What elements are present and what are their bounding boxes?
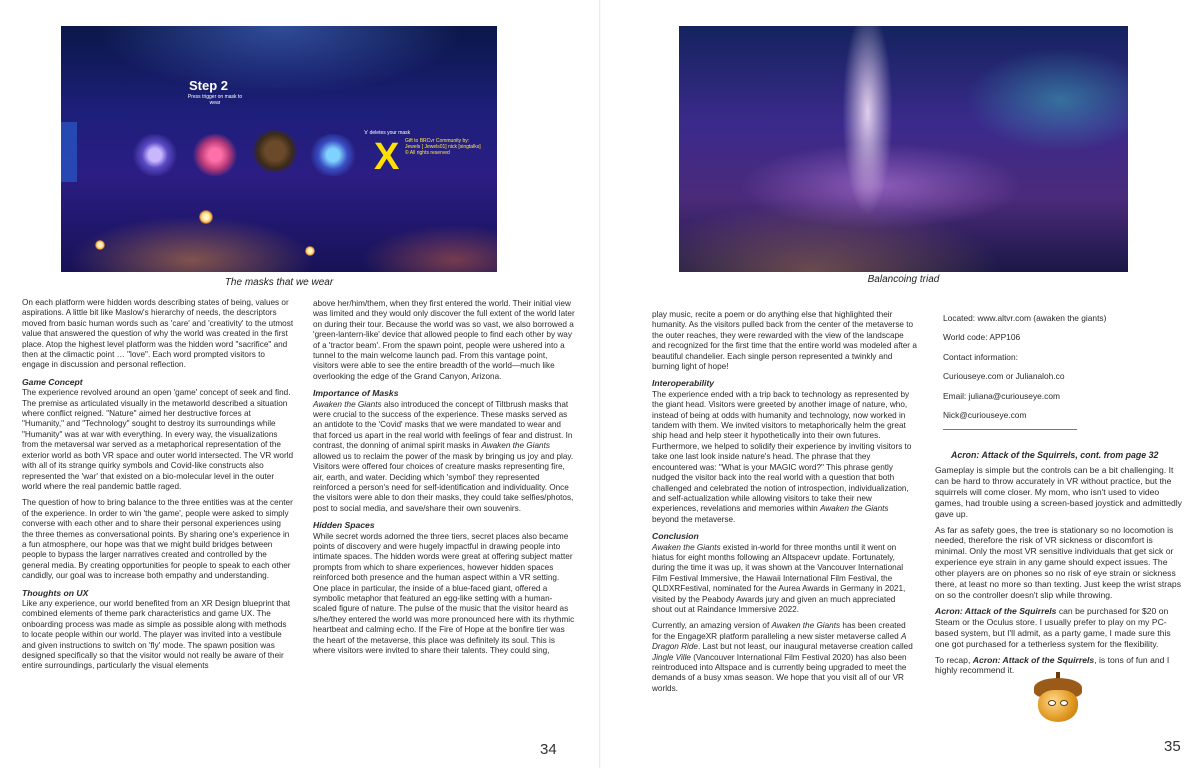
masks-caption: The masks that we wear — [224, 277, 334, 288]
photo-step-label: Step 2 — [189, 78, 229, 93]
contact-block — [943, 313, 1178, 470]
glow-orb-icon — [199, 210, 213, 224]
nick-email-line: Nick@curiouseye.com — [943, 410, 1027, 421]
photo-press-text: Press trigger on mask to wear — [187, 94, 243, 106]
world-code-line: World code: APP106 — [943, 332, 1021, 343]
text-run: The experience ended with a trip back to technology as represented by the giant head. Visitors were greeted by another image of nature, who, instead of being at odds with humanity and technology, now worked in tandem with them. We invited visitors to metaphorically helm the great ship head and help steer it hypothetically into their own futures. Furthermore, we helped to solidify their experience by inviting visitors to take one last look inside nature's head. The phrase that they encountered was: "What is your MAGIC word?" This phrase gently nudged the visitor back into the real world with a question that both challenged and celebrated the notion of introspection, individualization, and self-actualization while allowing visitors to take their new experiences, revelations and memories within — [652, 389, 912, 514]
text-run: Currently, an amazing version of — [652, 621, 772, 631]
heading-thoughts-on-ux: Thoughts on UX — [22, 587, 89, 598]
location-line: Located: www.altvr.com (awaken the giants) — [943, 313, 1107, 323]
paragraph: On each platform were hidden words describing states of being, values or aspirations. A little bit like Maslow's hierarchy of needs, the descriptors moved from basic human words such as 'care' and 'creativity' to the utmost value that answered the question of why the world was created in the first place. Atop the highest level platform was the hidden word "sacrifice" and then at the climactic point … "love". Each word prompted visitors to engage in discussion and personal reflection. — [22, 298, 294, 370]
masks-photo — [61, 26, 497, 272]
paragraph: The experience revolved around an open 'game' concept of seek and find. The premise as articulated visually in the metaworld described a situation where conflict reigned. "Nature" aimed her destructive forces at "Humanity," and "Technology" sought to destroy its surroundings while "Humanity" was at war with everything. In every way, the visualizations from the metaversal war served as a metaphorical representation of the exterior world as both VR space and outer world intersected. The VR world with all of its strange quirky symbols and Covid-like constructs also represented the 'war' that existed on a bio-molecular level in the outer world where the real pandemic battle raged. — [22, 388, 294, 491]
text-run: To recap, — [935, 654, 973, 665]
paragraph: While secret words adorned the three tiers, secret places also became points of discovery and were hugely impactful in drawing people into intimate spaces. The hidden words were great at offering subject matter prompts from which to share experiences, however hidden spaces reinforced both presence and the human aspect within a VR setting. One place in particular, the inside of a blue-faced giant, offered a symbolic metaphor that featured an egg-like setting with a human-scaled figure of nature. The pulse of the music that the visitor heard as s/he/they entered the world was more pronounced here with its rhythmic heartbeat and calming echo. If the Fire of Hope at the bonfire tier was the heart of the metaverse, this place was definitely its soul. This is where visitors were invited to share their talents. They could sing, — [313, 531, 575, 655]
air-mask-icon — [131, 134, 179, 176]
fire-mask-icon — [191, 134, 239, 176]
title-italic: A Dragon Ride — [652, 631, 907, 652]
title-italic: Awaken the Giants — [313, 399, 382, 409]
heading-hidden-spaces: Hidden Spaces — [313, 520, 375, 531]
acorn-body — [1038, 690, 1078, 722]
heading-conclusion: Conclusion — [652, 531, 699, 542]
acorn-eye — [1060, 700, 1068, 706]
paragraph: Gameplay is simple but the controls can be a bit challenging. It can be hard to throw accurately in VR without practice, but the squirrels will come closer. My mom, who isn't used to video games, had trouble using a screen-based joystick and admittedly gave up. — [935, 465, 1182, 519]
title-italic: Awaken the Giants — [771, 621, 841, 631]
title-italic: Awaken the Giants — [481, 441, 550, 451]
title-italic: Acron: Attack of the Squirrels — [972, 654, 1095, 665]
balancing-triad-photo — [679, 26, 1128, 272]
title-italic: Awaken the Giants — [819, 504, 889, 514]
acorn-article — [935, 465, 1187, 681]
heading-game-concept: Game Concept — [22, 376, 83, 387]
acorn-character-icon — [1032, 672, 1084, 724]
right-column-1 — [652, 310, 917, 700]
glow-orb-icon — [95, 240, 105, 250]
paragraph: The question of how to bring balance to the three entities was at the center of the experience. In order to win 'the game', people were asked to simply converse with each other and to share their personal experiences using the three themes as conversational points. By sharing one's experience in a fun atmosphere, our hope was that we might build bridges between people to bypass the larger narratives created and controlled by the general media. By creating opportunities for people to speak to each other candidly, our goal was to increase both empathy and understanding. — [22, 498, 293, 581]
text-run: . Last but not least, our inaugural metaverse creation called — [697, 642, 913, 652]
earth-mask-icon — [251, 130, 299, 172]
paragraph: Like any experience, our world benefited from an XR Design blueprint that combined elements of theme park characteristics and game UX. The onboarding process was made as simple as possible along with methods to locate people within our world. The player was invited into a vestibule and given instructions to switch on 'fly' mode. The spawn position was designed specifically so that the visitor would not really be aware of their entire surroundings, particularly the visual elements — [22, 598, 291, 671]
text-run: has been created for the EngageXR platform paralleling a new sister metaverse called — [652, 621, 906, 641]
page-number-right: 35 — [1164, 738, 1181, 755]
paragraph — [652, 390, 917, 525]
photo-x-glyph: X — [374, 136, 400, 178]
page-number-left: 34 — [540, 741, 557, 758]
paragraph: play music, recite a poem or do anything else that highlighted their humanity. As the visitors pulled back from the center of the metaverse to the outer reaches, they were rewarded with the view of the landscape and recognized for the first time that the entire world was modeled after a beautiful chandelier. Each single person represented a twinkly and burning light of hope! — [652, 310, 917, 372]
contact-label: Contact information: — [943, 351, 1018, 362]
paragraph — [935, 606, 1187, 650]
paragraph: As far as safety goes, the tree is stationary so no locomotion is needed, therefore the risk of VR sickness or discomfort is minimal. Only the most VR sensitive individuals that get sick or experience eye strain in any game should expect issues. The other players are on phones so no risk of eye strain or sickness there, at least no more so than texting. Just keep the wrist straps on so the controller doesn't slip while throwing. — [935, 524, 1182, 600]
text-run: (Vancouver International Film Festival 2020) has also been reintroduced into Altspace and is currently being upgraded to meet the demands of a busy xmas season. We hope that you visit all of our VR worlds. — [652, 652, 907, 693]
heading-importance-of-masks: Importance of Masks — [313, 388, 399, 399]
acorn-article-title: Acron: Attack of the Squirrels, cont. from page 32 — [951, 450, 1159, 461]
paragraph — [313, 400, 575, 514]
photo-delete-text: 'x' deletes your mask — [363, 130, 411, 136]
triad-caption: Balancoing triad — [867, 274, 940, 285]
websites-line: Curiouseye.com or Julianaloh.co — [943, 371, 1065, 382]
paragraph — [652, 543, 917, 616]
paragraph: above her/him/them, when they first entered the world. Their initial view was limited and they would only discover the full extent of the world later on during their tour. Because the world was so vast, we also borrowed a 'green-lantern-like' device that allowed people to find each other by way of a 'tractor beam'. From the spawn point, people were ushered into a tunnel to the main welcome launch pad. From this vantage point, visitors were able to see the entire breadth of the world—much like overlooking the edge of the Grand Canyon, Arizona. — [313, 299, 575, 381]
glow-orb-icon — [305, 246, 315, 256]
text-run: allowed us to reclaim the power of the mask by bringing us joy and play. Visitors were offered four choices of creature masks representing fire, air, earth, and water. Deciding which 'symbol' they represented reinforced a person's need for self-identification and individuality. Once the visitors were able to don their masks, they could take selfies/photos, post to social media, and save/share their own souvenirs. — [313, 451, 574, 513]
text-run: existed in-world for three months until it went on hiatus for eight months following an Altspacevr update. Fortunately, during the time it was up, it was shown at the Vancouver International Film Festival Immersive, the Hawaii International Film Festival, the QLDXRFestival, nominated for the Aurea Awards in Germany in 2021, visited by the Peabody Awards jury and given an much appreciated shout out at Raindance Immersive 2022. — [652, 542, 906, 614]
left-column-2 — [313, 299, 575, 662]
text-run: , is tons of fun and I highly recommend it. — [935, 654, 1170, 676]
left-column-1 — [22, 298, 294, 678]
title-italic: Acron: Attack of the Squirrels — [935, 605, 1057, 616]
title-italic: Awaken the Giants — [652, 542, 721, 552]
photo-gift-text: Gift to BRCvr Community by: Jewels [ Jewels01] nick [singtalks] © All rights reserved — [405, 138, 481, 156]
text-run: also introduced the concept of Tiltbrush masks that were crucial to the success of the experience. These masks served as an antidote to the 'Covid' masks that we were mandated to wear and that forced us apart in the real world with feelings of fear and distrust. In contrast, the donning of animal spirit masks in — [313, 399, 573, 451]
email-line: Email: juliana@curiouseye.com — [943, 390, 1060, 401]
text-run: can be purchased for $20 on Steam or the Oculus store. I usually prefer to play on my PC-based system, but I'll admit, as a party game, I made sure this one got purchased for a tetherless system for the flexibility. — [935, 605, 1171, 649]
water-mask-icon — [309, 134, 357, 176]
heading-interoperability: Interoperability — [652, 378, 715, 389]
title-italic: Jingle Ville — [652, 652, 691, 662]
side-panel-graphic — [61, 122, 77, 182]
text-run: beyond the metaverse. — [652, 514, 736, 524]
paragraph — [652, 621, 917, 694]
acorn-eye — [1048, 700, 1056, 706]
divider — [943, 429, 1077, 430]
